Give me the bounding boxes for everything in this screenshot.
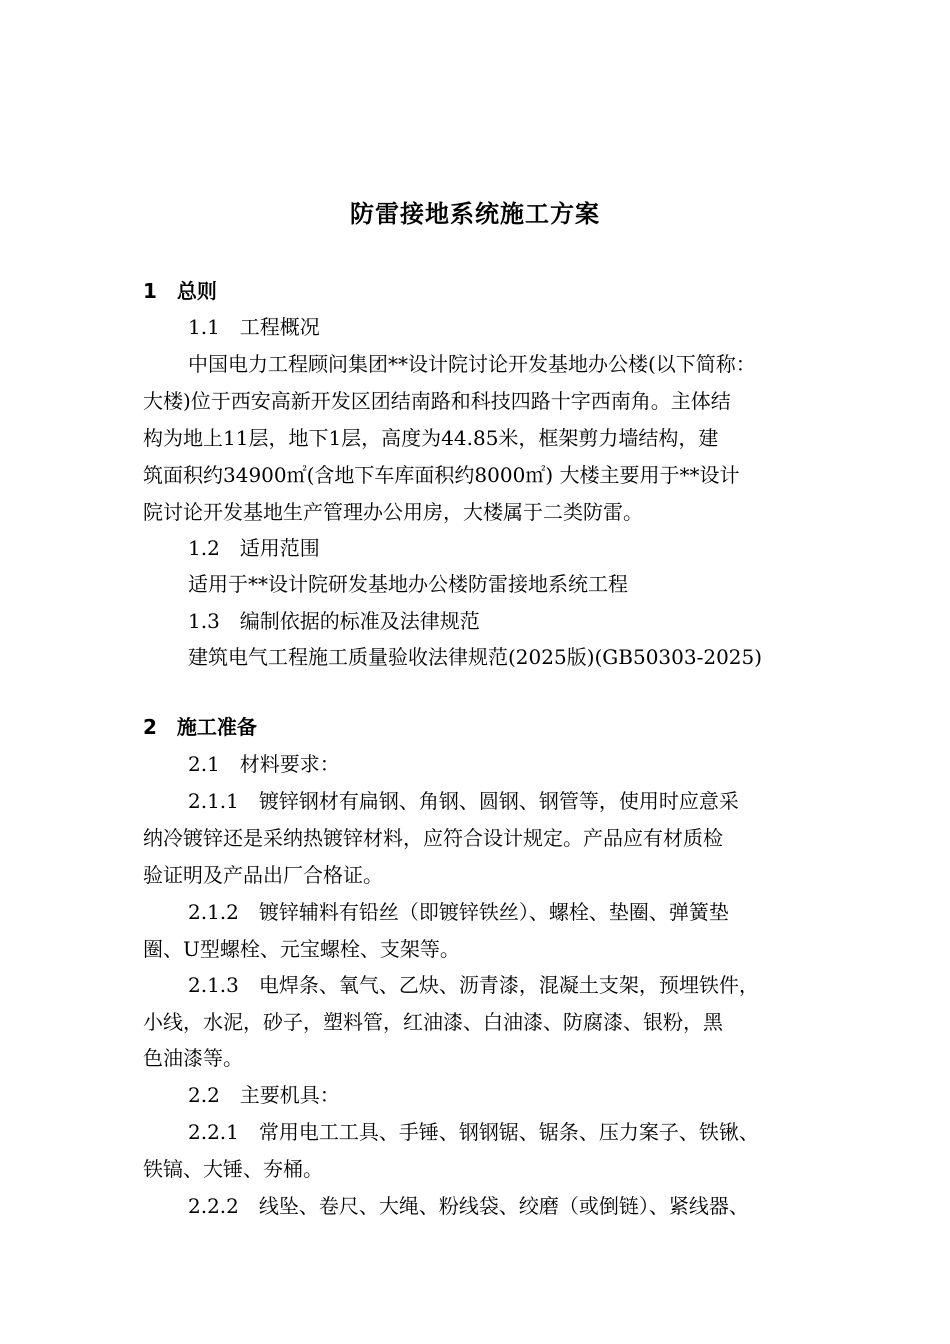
- paragraph-line: 建筑电气工程施工质量验收法律规范(2025版)(GB50303-2025): [188, 645, 763, 669]
- subsection-heading-2-1: 2.1 材料要求：: [188, 752, 340, 776]
- subsection-heading-1-3: 1.3 编制依据的标准及法律规范: [188, 609, 480, 633]
- paragraph-line: 2.1.3 电焊条、氧气、乙炔、沥青漆，混凝土支架，预埋铁件，: [188, 973, 759, 997]
- subsection-heading-2-2: 2.2 主要机具：: [188, 1083, 340, 1107]
- paragraph-line: 色油漆等。: [143, 1046, 243, 1070]
- paragraph-line: 适用于**设计院研发基地办公楼防雷接地系统工程: [188, 572, 628, 596]
- paragraph-line: 院讨论开发基地生产管理办公用房，大楼属于二类防雷。: [143, 500, 643, 524]
- paragraph-line: 中国电力工程顾问集团**设计院讨论开发基地办公楼(以下简称：: [188, 352, 756, 376]
- subsection-heading-1-2: 1.2 适用范围: [188, 536, 320, 560]
- paragraph-line: 2.2.1 常用电工工具、手锤、钢钢锯、锯条、压力案子、铁锹、: [188, 1120, 759, 1144]
- paragraph-line: 构为地上11层，地下1层，高度为44.85米，框架剪力墙结构，建: [143, 426, 719, 450]
- paragraph-line: 2.1.2 镀锌辅料有铅丝（即镀锌铁丝）、螺栓、垫圈、弹簧垫: [188, 900, 729, 924]
- section-heading-1: 1 总则: [143, 279, 217, 303]
- subsection-heading-1-1: 1.1 工程概况: [188, 315, 320, 339]
- paragraph-line: 圈、U型螺栓、元宝螺栓、支架等。: [143, 937, 460, 961]
- paragraph-line: 大楼)位于西安高新开发区团结南路和科技四路十字西南角。主体结: [143, 389, 731, 413]
- paragraph-line: 2.2.2 线坠、卷尺、大绳、粉线袋、绞磨（或倒链）、紧线器、: [188, 1194, 749, 1218]
- paragraph-line: 小线，水泥，砂子，塑料管，红油漆、白油漆、防腐漆、银粉，黑: [143, 1010, 723, 1034]
- paragraph-line: 2.1.1 镀锌钢材有扁钢、角钢、圆钢、钢管等，使用时应意采: [188, 789, 739, 813]
- paragraph-line: 验证明及产品出厂合格证。: [143, 863, 383, 887]
- paragraph-line: 铁镐、大锤、夯桶。: [143, 1157, 323, 1181]
- document-title: 防雷接地系统施工方案: [350, 200, 600, 228]
- section-heading-2: 2 施工准备: [143, 715, 257, 739]
- paragraph-line: 筑面积约34900㎡(含地下车库面积约8000㎡) 大楼主要用于**设计: [143, 463, 740, 487]
- paragraph-line: 纳冷镀锌还是采纳热镀锌材料，应符合设计规定。产品应有材质检: [143, 826, 723, 850]
